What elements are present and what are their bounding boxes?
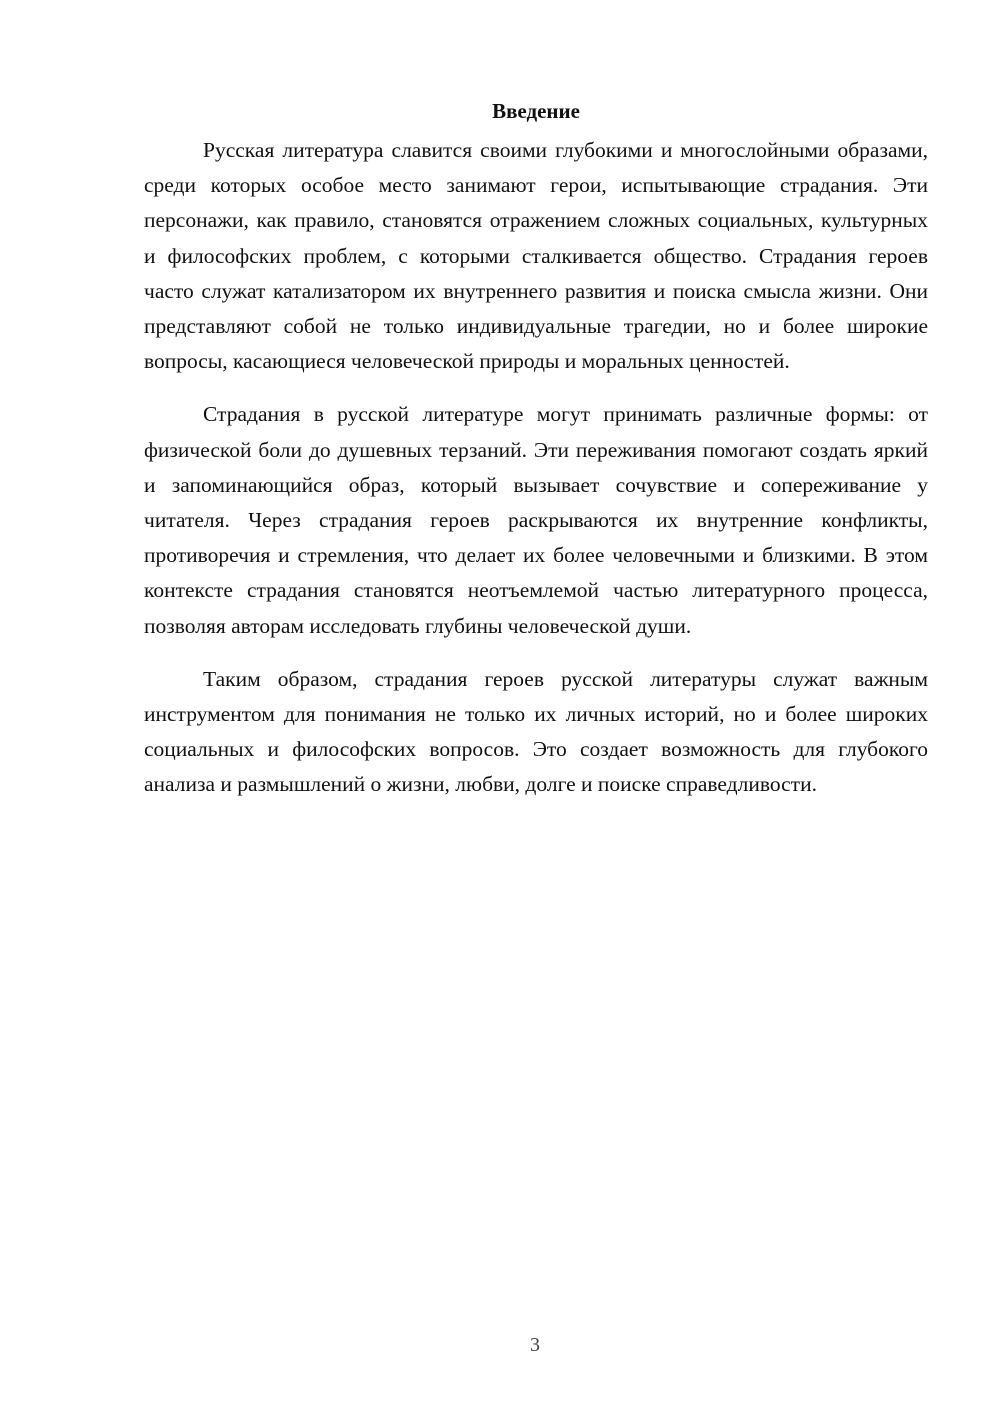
section-heading: Введение (492, 99, 580, 123)
paragraph-2: Страдания в русской литературе могут принимать различные формы: от физической боли до душевных терзаний. Эти переживания помогают создать яркий и запоминающийся образ, который вызывает сочувствие и сопереживание у читателя. Через страдания героев раскрываются их внутренние конфликты, противоречия и стремления, что делает их более человечными и близкими. В этом контексте страдания становятся неотъемлемой частью литературного процесса, позволяя авторам исследовать глубины человеческой души. (144, 402, 928, 638)
page-number: 3 (530, 1334, 540, 1356)
paragraph-1: Русская литература славится своими глубокими и многослойными образами, среди которых особое место занимают герои, испытывающие страдания. Эти персонажи, как правило, становятся отражением сложных социальных, культурных и философских проблем, с которыми сталкивается общество. Страдания героев часто служат катализатором их внутреннего развития и поиска смысла жизни. Они представляют собой не только индивидуальные трагедии, но и более широкие вопросы, касающиеся человеческой природы и моральных ценностей. (144, 138, 928, 374)
paragraph-3: Таким образом, страдания героев русской литературы служат важным инструментом для понимания не только их личных историй, но и более широких социальных и философских вопросов. Это создает возможность для глубокого анализа и размышлений о жизни, любви, долге и поиске справедливости. (144, 666, 928, 797)
page-content (144, 96, 928, 821)
